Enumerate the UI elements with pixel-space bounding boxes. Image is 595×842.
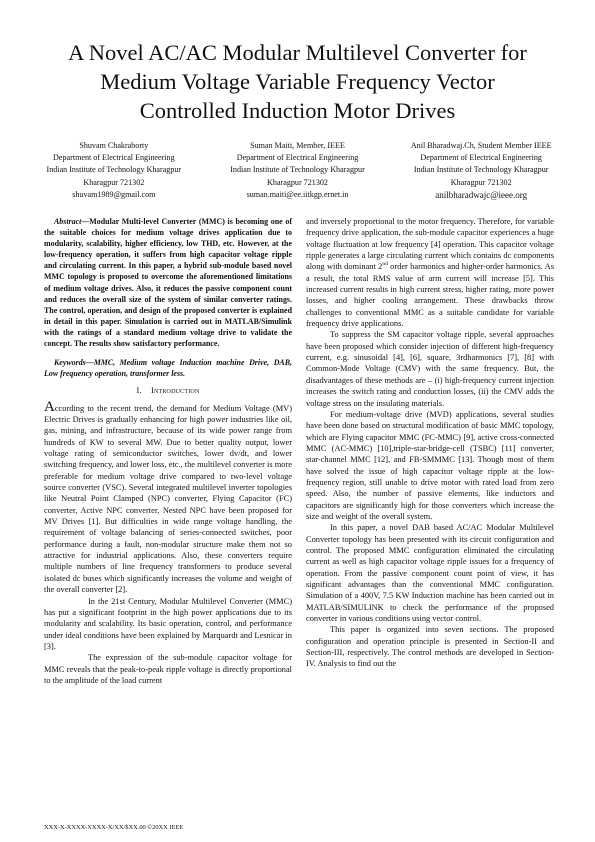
- right-column: [306, 216, 554, 670]
- author-name: Shuvam Chakraborty: [79, 141, 149, 150]
- author-address: Kharagpur 721302: [450, 177, 512, 187]
- copyright-footer: XXX-X-XXXX-XXXX-X/XX/$XX.00 ©20XX IEEE: [44, 824, 184, 831]
- keywords-text: —MMC, Medium voltage Induction machine Drive, DAB, Low frequency operation, transformer less.: [44, 358, 292, 379]
- body-paragraph-3: For medium-voltage drive (MVD) applications, several studies have been done based on structural modification of basic MMC topology, which are Flying capacitor MMC (FC-MMC) [9], active cross-connected MMC (AC-MMC) [10],triple-star-bridge-cell (TSBC) [11] converter, star-channel MMC [12], and FB-SMMMC [13]. Though most of them have solved the issue of high capacitor voltage ripple at the low-frequency region, still unable to drive motor with rated load from zero speed. Also, the number of passive elements, like inductors and capacitors are significantly high for those converters which increase the size and weight of the overall system.: [306, 409, 554, 521]
- author-email: anilbharadwajc@ieee.org: [435, 189, 528, 200]
- abstract-label: Abstract: [54, 217, 82, 226]
- superscript: nd: [382, 261, 388, 268]
- section-number: I.: [136, 386, 142, 396]
- intro-paragraph-2: In the 21st Century, Modular Multilevel Converter (MMC) has put a significant footprint in the high power applications due to its modularity and scalability. Its basic operation, control, and performance under ideal conditions have been explained by Marquardt and Lesnicar in [3].: [44, 596, 292, 651]
- author-address: Kharagpur 721302: [267, 177, 328, 187]
- body-paragraph-2: To suppress the SM capacitor voltage ripple, several approaches have been proposed which consider injection of different high-frequency current, e.g. sinusoidal [4], [6], square, 3rdharmonics [7], [8] with Common-Mode Voltage (CMV) with the same frequency. But, the disadvantages of these methods are – (i) high-frequency current injection increases the switch rating and conduction losses, (ii) the CMV adds the voltage stress on the insulating materials.: [306, 330, 554, 408]
- author-dept: Department of Electrical Engineering: [236, 153, 359, 163]
- body-paragraph-1: [306, 216, 554, 329]
- body-text: and inversely proportional to the motor frequency. Therefore, for variable frequency drive application, the sub-module capacitor experiences a huge voltage fluctuation at low frequency [4] operation. This capacitor voltage ripple generates a large circulating current which contains dc components along with dominant 2: [306, 217, 554, 272]
- author-institute: Indian Institute of Technology Kharagpur: [230, 165, 365, 175]
- intro-paragraph-1: According to the recent trend, the demand for Medium Voltage (MV) Electric Drives is gradually enhancing for high power industries like oil, gas, mining, and infrastructure, because of its wide power range from hundreds of KW to several MW. Due to better quality output, lower voltage rating of semiconductor switches, lower dv/dt, and lower switching frequency, and lower loss, etc., the multilevel converter is more preferable for medium voltage drive compared to two-level voltage source converter (VSC). Several integrated multilevel inverter topologies like Neutral Point Clamped (NPC) converter, Flying Capacitor (FC) converter, Active NPC converter, Nested NPC have been proposed for MV Drives [1]. But difficulties in wide range voltage handling, the requirement of voltage balancing of series-connected switches, poor performance during a fault, non-modular structure make them not so attractive for industrial applications. Also, these converters require multiple numbers of line frequency transformers to produce several isolated dc buses which significantly increases the volume and weight of the overall converter [2].: [44, 398, 292, 595]
- abstract: [44, 216, 292, 349]
- intro-paragraph-3: The expression of the sub-module capacitor voltage for MMC reveals that the peak-to-peak ripple voltage is directly proportional to the amplitude of the load current: [44, 653, 292, 685]
- author-dept: Department of Electrical Engineering: [53, 153, 175, 163]
- body-paragraph-5: This paper is organized into seven sections. The proposed configuration and operation principle is presented in Section-II and Section-III, respectively. The control methods are developed in Section-IV. Analysis to find out the: [306, 625, 554, 669]
- author-institute: Indian Institute of Technology Kharagpur: [46, 165, 182, 175]
- author-name: Anil Bharadwaj.Ch, Student Member IEEE: [410, 141, 552, 150]
- author-block: [22, 140, 573, 201]
- author-dept: Department of Electrical Engineering: [420, 153, 542, 163]
- author-1: [22, 140, 206, 201]
- title-line-3: Controlled Induction Motor Drives: [139, 98, 456, 123]
- abstract-text: —Modular Multi-level Converter (MMC) is becoming one of the suitable choices for medium voltage drives application due to modularity, scalability, higher efficiency, low THD, etc. However, at the low-frequency operation, it suffers from high capacitor voltage ripple and circulating current. In this paper, a hybrid sub-module based novel MMC topology is proposed to overcome the aforementioned limitations of medium voltage drives. Also, it reduces the passive component count and reduces the overall size of the system of similar converter ratings. The control, operation, and design of the proposed converter is explained in detail in this paper. Simulation is carried out in MATLAB/Simulink with the ratings of a standard medium voltage drive to validate the concept. The results show satisfactory performance.: [44, 217, 292, 349]
- author-address: Kharagpur 721302: [83, 177, 145, 187]
- author-email: suman.maiti@ee.iitkgp.ernet.in: [246, 189, 349, 199]
- title-line-2: Medium Voltage Variable Frequency Vector: [100, 69, 495, 94]
- section-heading: [44, 385, 292, 396]
- section-title: Introduction: [150, 386, 200, 396]
- body-paragraph-4: In this paper, a novel DAB based AC/AC Modular Multilevel Converter topology has been presented with its circuit configuration and control. The proposed MMC configuration eliminated the circulating current as well as high capacitor voltage ripple issues for a frequency of operation. From the passive component count point of view, it has significant advantages than the conventional MMC configuration. Simulation of a 400V, 7.5 KW Induction machine has been carried out in MATLAB/SIMULINK to check the performance of the proposed converter in various conditions using vector control.: [306, 523, 554, 624]
- paper-title: [30, 38, 565, 125]
- body-text: order harmonics and higher-order harmonics. As a result, the total RMS value of arm current will increase [5]. This increased current results in high current stress, higher rating, more power losses, and higher cooling arrangement. These drawbacks throw challenges to conventional MMC as a suitable candidate for variable frequency drive applications.: [306, 262, 554, 329]
- author-institute: Indian Institute of Technology Kharagpur: [413, 165, 549, 175]
- keywords-label: Keywords: [54, 358, 86, 368]
- author-name: Suman Maiti, Member, IEEE: [250, 141, 345, 150]
- title-line-1: A Novel AC/AC Modular Multilevel Converter for: [68, 40, 527, 65]
- author-3: [389, 140, 573, 201]
- left-column: [44, 216, 292, 686]
- author-2: [206, 140, 390, 201]
- author-email: shuvam1989@gmail.com: [72, 189, 156, 199]
- keywords: [44, 357, 292, 379]
